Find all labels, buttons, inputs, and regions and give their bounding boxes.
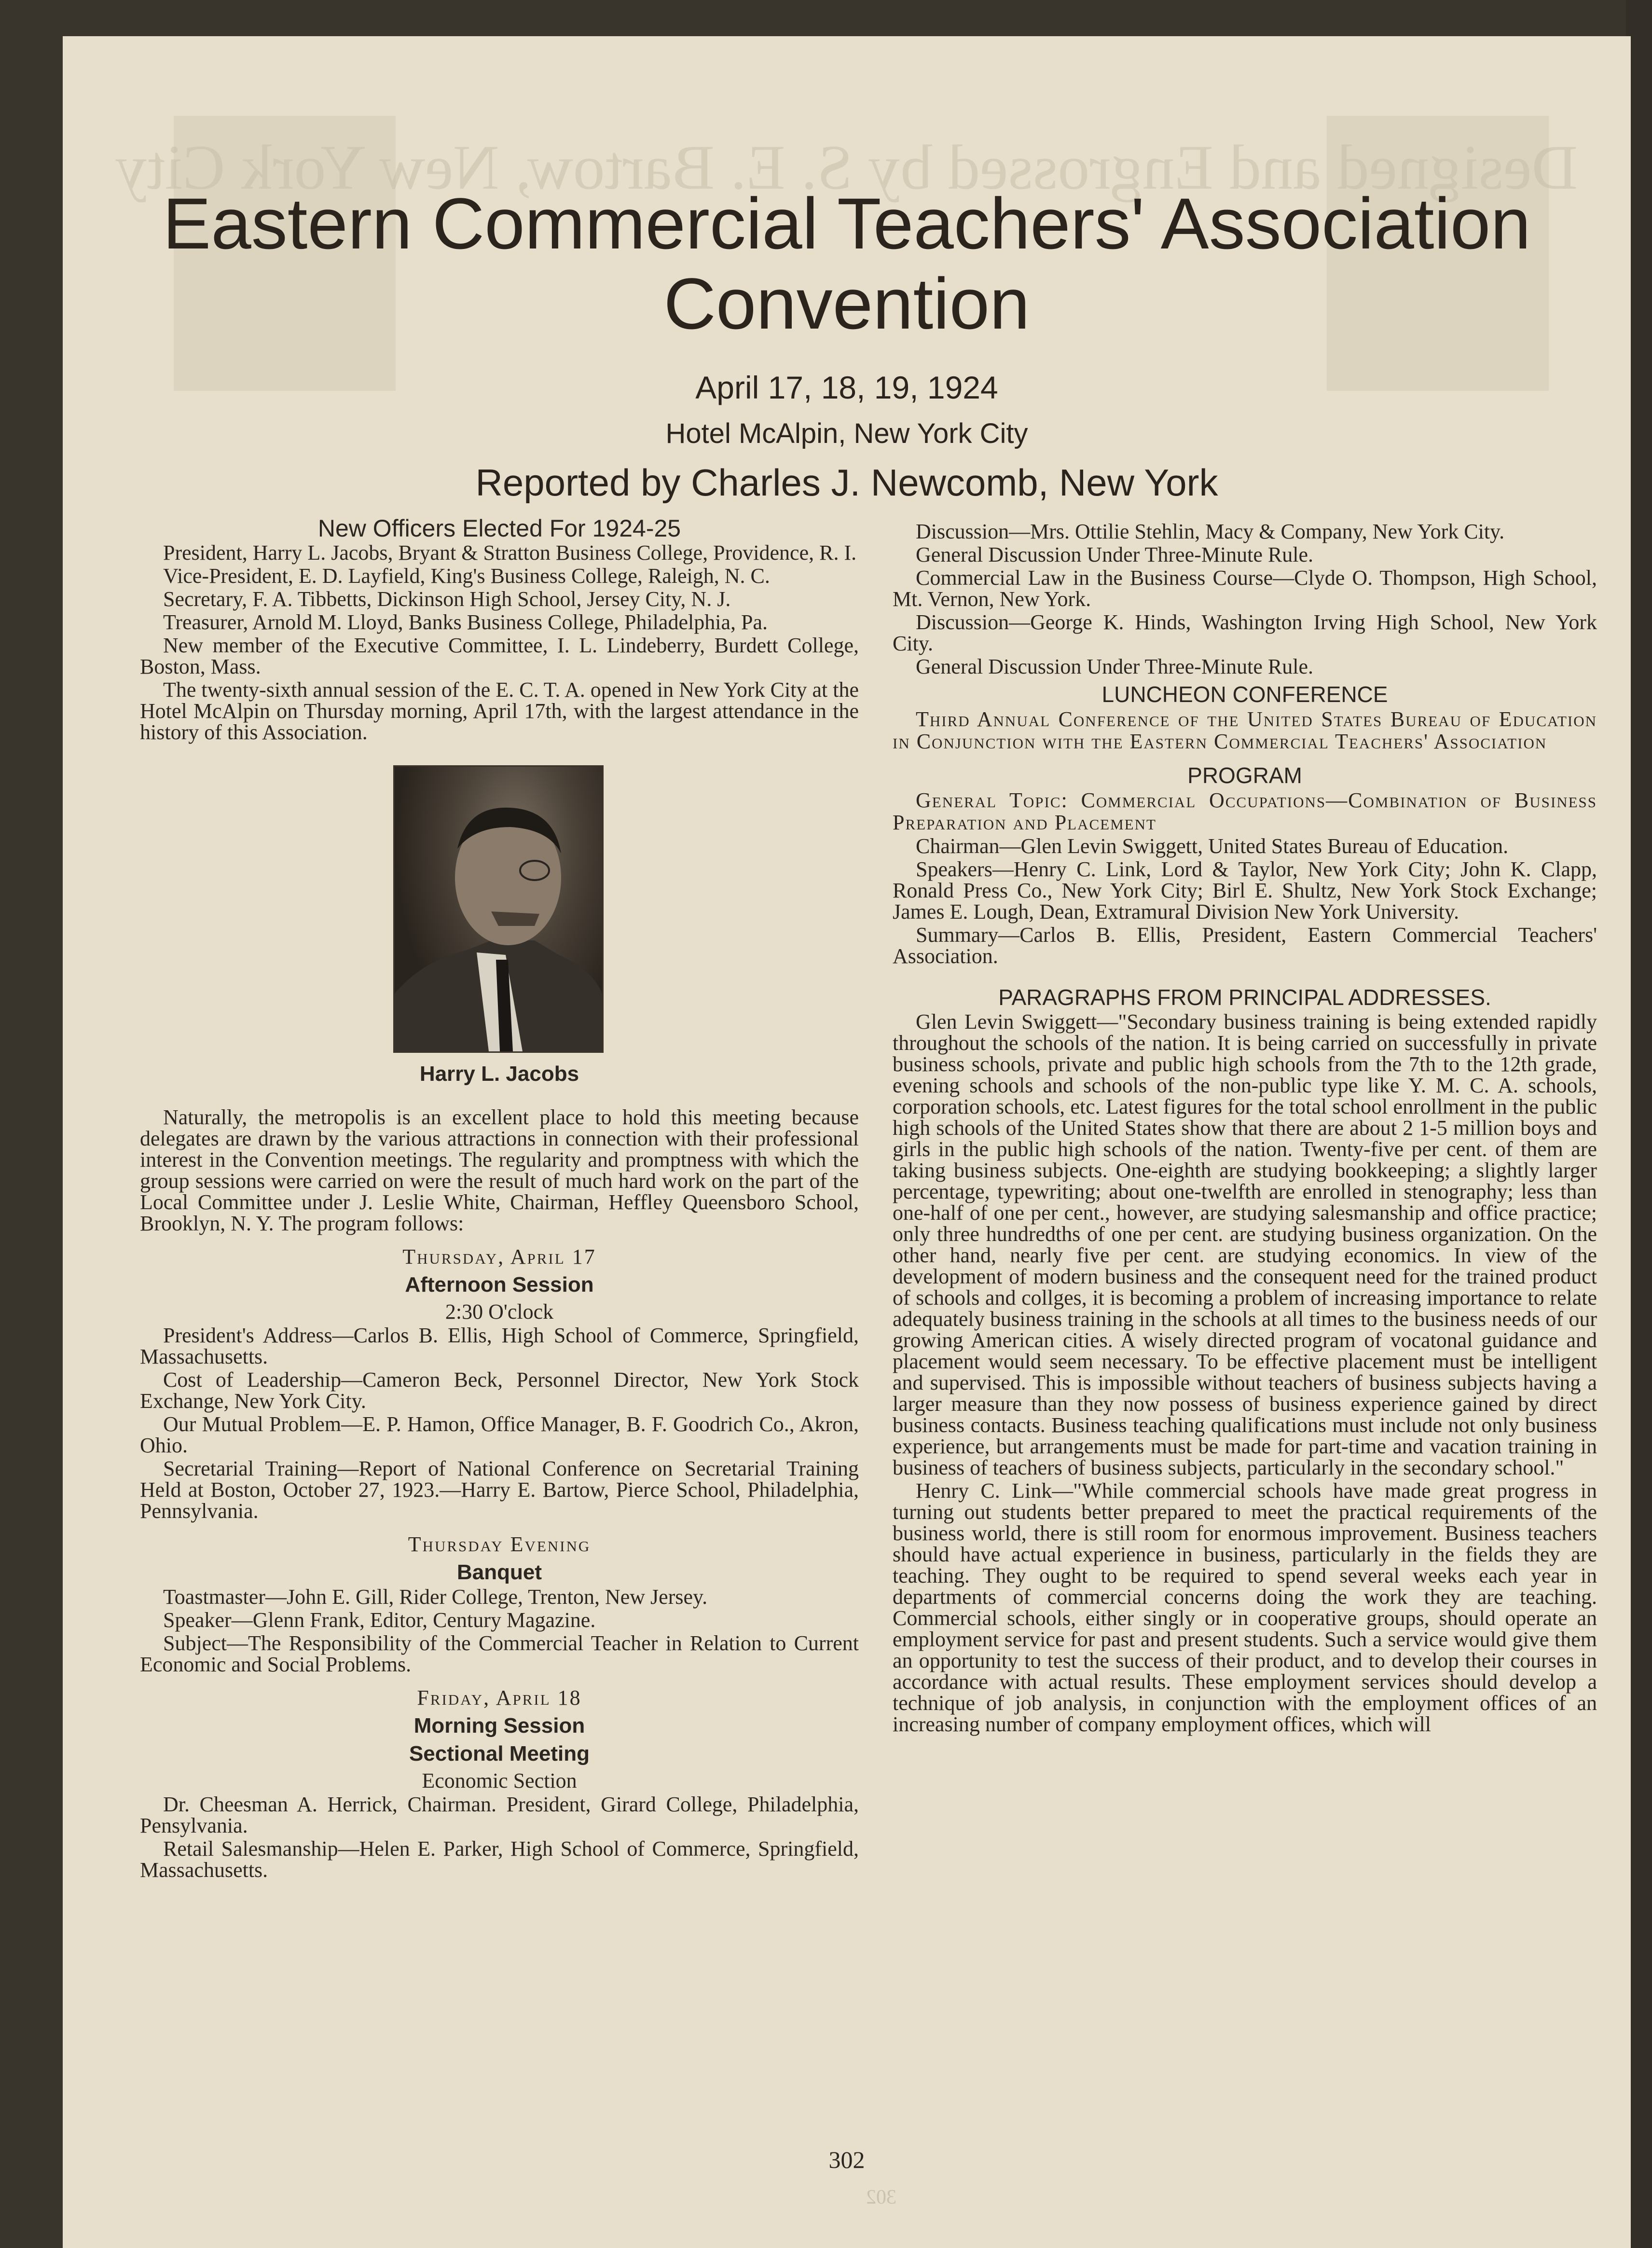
program-item: Toastmaster—John E. Gill, Rider College, Trenton, New Jersey. [163, 1585, 708, 1609]
right-column [893, 521, 1597, 1735]
afternoon-heading: Afternoon Session [405, 1273, 594, 1296]
bleed-through-text: Designed and Engrossed by S. E. Bartow, New York City [115, 132, 1578, 203]
program-item: President's Address—Carlos B. Ellis, High School of Commerce, Springfield, Massachusetts. [140, 1324, 859, 1368]
economic-heading: Economic Section [422, 1769, 577, 1793]
officer-item: New member of the Executive Committee, I. L. Lindeberry, Burdett College, Boston, Mass. [140, 634, 859, 678]
program-item: Dr. Cheesman A. Herrick, Chairman. President, Girard College, Philadelphia, Pensylvania. [140, 1793, 859, 1837]
program-item: Cost of Leadership—Cameron Beck, Personnel Director, New York Stock Exchange, New York City. [140, 1368, 859, 1413]
officer-item: Vice-President, E. D. Layfield, King's Business College, Raleigh, N. C. [163, 564, 770, 588]
paragraphs-heading: PARAGRAPHS FROM PRINCIPAL ADDRESSES. [998, 985, 1491, 1010]
page-number: 302 [828, 2146, 865, 2173]
title-line-2: Convention [663, 263, 1030, 344]
intro-paragraph: Naturally, the metropolis is an excellent place to hold this meeting because delegates are drawn by the various attractions in connection with their professional interest in the Convention meetings. The regularity and promptness with which the group sessions were carried on were the result of much hard work on the part of the Local Committee under J. Leslie White, Chairman, Heffley Queensboro School, Brooklyn, N. Y. The program follows: [140, 1105, 859, 1235]
address-paragraph: Henry C. Link—"While commercial schools have made great progress in turning out students better prepared to meet the practical requirements of the business world, there is still room for enormous improvement. Business teachers should have actual experience in business, particularly in the fields they are teaching. They ought to be required to spend several weeks each year in departments of commercial concerns doing the work they are teaching. Commercial schools, either singly or in cooperative groups, should operate an employment service for past and present students. Such a service would give them an opportunity to test the success of their product, and to develop their courses in accordance with actual results. These employment services should develop a technique of job analysis, in conjunction with the employment offices of an increasing number of company employment offices, which will [893, 1479, 1597, 1736]
officer-item: Treasurer, Arnold M. Lloyd, Banks Business College, Philadelphia, Pa. [163, 610, 768, 634]
program-item: General Discussion Under Three-Minute Rule. [916, 543, 1313, 566]
program-item: Speakers—Henry C. Link, Lord & Taylor, New York City; John K. Clapp, Ronald Press Co., New York City; Birl E. Shultz, New York Stock Exchange; James E. Lough, Dean, Extramural Division New York University. [893, 857, 1597, 924]
address-paragraph: Glen Levin Swiggett—"Secondary business training is being extended rapidly throughout the schools of the nation. It is being carried on successfully in private business schools, private and public high schools from the 7th to the 12th grade, evening schools and schools of the non-public type like Y. M. C. A. schools, corporation schools, etc. Latest figures for the total school enrollment in the public high schools of the United States show that there are about 2 1-5 million boys and girls in the public high schools of the nation. Twenty-five per cent. of them are taking business subjects. One-eighth are studying bookkeeping; a slightly larger percentage, typewriting; about one-twelfth are enrolled in stenography; less than one-half of one per cent., however, are studying salesmanship and office practice; only three hundredths of one per cent. are studying business organization. On the other hand, nearly five per cent. are studying economics. In view of the development of modern business and the consequent need for the trained product of schools and collges, it is becoming a problem of increasing importance to relate adequately business training in the schools at all times to the business needs of our growing American cities. A wisely directed program of vocatonal guidance and placement would seem necessary. To be effective placement must be intelligent and supervised. This is impossible without teachers of business subjects having a larger measure than they now possess of business experience gained by direct business contacts. Business teaching qualifications must include not only business experience, but arrangements must be made for part-time and vacation training in business of teachers of business subjects, particularly in the secondary school." [893, 1010, 1597, 1479]
thursday-heading: Thursday, April 17 [402, 1245, 596, 1269]
officer-item: President, Harry L. Jacobs, Bryant & Stratton Business College, Providence, R. I. [163, 541, 857, 565]
officers-heading: New Officers Elected For 1924-25 [317, 515, 681, 542]
program-item: Discussion—Mrs. Ottilie Stehlin, Macy & Company, New York City. [916, 520, 1505, 543]
program-item: Summary—Carlos B. Ellis, President, Eastern Commercial Teachers' Association. [893, 923, 1597, 968]
portrait-silhouette [395, 767, 602, 1051]
program-item: Chairman—Glen Levin Swiggett, United States Bureau of Education. [916, 834, 1509, 858]
sectional-heading: Sectional Meeting [409, 1742, 590, 1765]
program-item: Discussion—George K. Hinds, Washington Irving High School, New York City. [893, 610, 1597, 655]
program-heading: PROGRAM [1187, 763, 1302, 788]
banquet-heading: Banquet [457, 1560, 542, 1584]
officer-item: Secretary, F. A. Tibbetts, Dickinson High School, Jersey City, N. J. [163, 587, 731, 611]
program-item: Subject—The Responsibility of the Commercial Teacher in Relation to Current Economic and Social Problems. [140, 1631, 859, 1676]
program-item: Secretarial Training—Report of National Conference on Secretarial Training Held at Boston, October 27, 1923.—Harry E. Bartow, Pierce School, Philadelphia, Pennsylvania. [140, 1457, 859, 1523]
reporter-line: Reported by Charles J. Newcomb, New York [475, 461, 1218, 504]
document-page [63, 36, 1631, 2248]
program-item: Commercial Law in the Business Course—Clyde O. Thompson, High School, Mt. Vernon, New York. [893, 566, 1597, 611]
convention-venue: Hotel McAlpin, New York City [665, 418, 1028, 449]
morning-heading: Morning Session [413, 1714, 585, 1738]
portrait-caption: Harry L. Jacobs [419, 1062, 579, 1086]
program-item: Speaker—Glenn Frank, Editor, Century Magazine. [163, 1608, 596, 1632]
afternoon-time: 2:30 O'clock [445, 1300, 554, 1324]
luncheon-subheading: Third Annual Conference of the United States Bureau of Education in Conjunction with the Eastern Commercial Teachers' Association [893, 707, 1597, 753]
general-topic: General Topic: Commercial Occupations—Combination of Business Preparation and Placement [893, 788, 1597, 834]
title-line-1: Eastern Commercial Teachers' Association [163, 183, 1531, 264]
program-item: Our Mutual Problem—E. P. Hamon, Office Manager, B. F. Goodrich Co., Akron, Ohio. [140, 1412, 859, 1457]
program-item: General Discussion Under Three-Minute Rule. [916, 655, 1313, 678]
portrait-photo [393, 765, 604, 1053]
convention-dates: April 17, 18, 19, 1924 [695, 370, 998, 405]
opening-paragraph: The twenty-sixth annual session of the E. C. T. A. opened in New York City at the Hotel McAlpin on Thursday morning, April 17th, with the largest attendance in the history of this Association. [140, 678, 859, 744]
friday-heading: Friday, April 18 [417, 1686, 582, 1710]
program-item: Retail Salesmanship—Helen E. Parker, High School of Commerce, Springfield, Massachusetts. [140, 1837, 859, 1882]
page-title [63, 183, 1631, 344]
bleed-through-page-number: 302 [866, 2186, 896, 2208]
luncheon-heading: LUNCHEON CONFERENCE [1101, 682, 1388, 707]
portrait-figure [393, 765, 606, 1053]
evening-heading: Thursday Evening [408, 1532, 591, 1556]
left-column [140, 511, 859, 1881]
